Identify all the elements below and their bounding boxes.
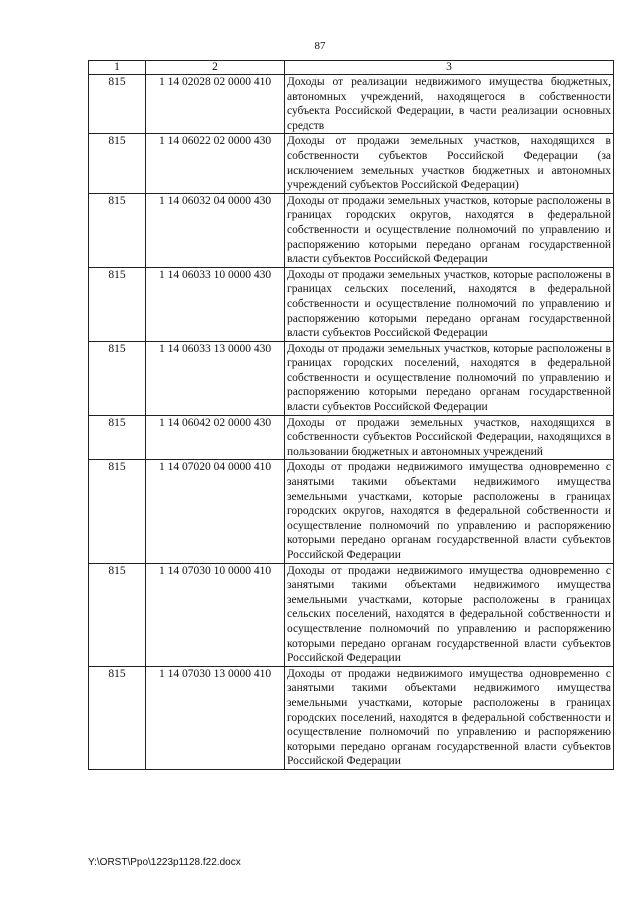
admin-code: 815 bbox=[89, 415, 146, 460]
revenue-codes-table bbox=[88, 60, 614, 770]
budget-classification-code: 1 14 07030 10 0000 410 bbox=[146, 563, 285, 666]
table-header-row bbox=[89, 61, 614, 75]
revenue-description: Доходы от продажи земельных участков, находящихся в собственности субъектов Российской Федерации, находящихся в пользовании бюджетных и автономных учреждений bbox=[285, 415, 614, 460]
budget-classification-code: 1 14 07030 13 0000 410 bbox=[146, 666, 285, 769]
admin-code: 815 bbox=[89, 193, 146, 267]
column-header-3: 3 bbox=[285, 61, 614, 75]
table-row bbox=[89, 75, 614, 134]
budget-classification-code: 1 14 07020 04 0000 410 bbox=[146, 460, 285, 563]
table-row bbox=[89, 460, 614, 563]
table-row bbox=[89, 193, 614, 267]
revenue-description: Доходы от продажи земельных участков, которые расположены в границах городских поселений, находятся в федеральной собственности и осуществление полномочий по управлению и распоряжению которыми передано органам государственной власти субъектов Российской Федерации bbox=[285, 341, 614, 415]
revenue-description: Доходы от продажи недвижимого имущества одновременно с занятыми такими объектами недвижимого имущества земельными участками, которые расположены в границах сельских поселений, находятся в федеральной собственности и осуществление полномочий по управлению и распоряжению которыми передано органам государственной власти субъектов Российской Федерации bbox=[285, 563, 614, 666]
budget-classification-code: 1 14 02028 02 0000 410 bbox=[146, 75, 285, 134]
revenue-description: Доходы от продажи земельных участков, которые расположены в границах городских округов, находятся в федеральной собственности и осуществление полномочий по управлению и распоряжению которыми передано органам государственной власти субъектов Российской Федерации bbox=[285, 193, 614, 267]
column-header-2: 2 bbox=[146, 61, 285, 75]
table-row bbox=[89, 563, 614, 666]
admin-code: 815 bbox=[89, 267, 146, 341]
admin-code: 815 bbox=[89, 563, 146, 666]
revenue-description: Доходы от продажи земельных участков, которые расположены в границах сельских поселений, находятся в федеральной собственности и осуществление полномочий по управлению и распоряжению которыми передано органам государственной власти субъектов Российской Федерации bbox=[285, 267, 614, 341]
admin-code: 815 bbox=[89, 134, 146, 193]
budget-classification-code: 1 14 06033 13 0000 430 bbox=[146, 341, 285, 415]
table-row bbox=[89, 134, 614, 193]
revenue-description: Доходы от реализации недвижимого имущества бюджетных, автономных учреждений, находящегося в собственности субъекта Российской Федерации, в части реализации основных средств bbox=[285, 75, 614, 134]
revenue-description: Доходы от продажи земельных участков, находящихся в собственности субъектов Российской Федерации (за исключением земельных участков бюджетных и автономных учреждений субъектов Российской Федерации) bbox=[285, 134, 614, 193]
table-row bbox=[89, 666, 614, 769]
budget-classification-code: 1 14 06033 10 0000 430 bbox=[146, 267, 285, 341]
table-row bbox=[89, 267, 614, 341]
revenue-description: Доходы от продажи недвижимого имущества одновременно с занятыми такими объектами недвижимого имущества земельными участками, которые расположены в границах городских поселений, находятся в федеральной собственности и осуществление полномочий по управлению и распоряжению которыми передано органам государственной власти субъектов Российской Федерации bbox=[285, 666, 614, 769]
table-row bbox=[89, 341, 614, 415]
budget-classification-code: 1 14 06022 02 0000 430 bbox=[146, 134, 285, 193]
budget-classification-code: 1 14 06042 02 0000 430 bbox=[146, 415, 285, 460]
admin-code: 815 bbox=[89, 75, 146, 134]
admin-code: 815 bbox=[89, 341, 146, 415]
budget-classification-code: 1 14 06032 04 0000 430 bbox=[146, 193, 285, 267]
admin-code: 815 bbox=[89, 666, 146, 769]
column-header-1: 1 bbox=[89, 61, 146, 75]
admin-code: 815 bbox=[89, 460, 146, 563]
page-number: 87 bbox=[314, 40, 326, 52]
revenue-description: Доходы от продажи недвижимого имущества одновременно с занятыми такими объектами недвижимого имущества земельными участками, которые расположены в границах городских округов, находятся в федеральной собственности и осуществление полномочий по управлению и распоряжению которыми передано органам государственной власти субъектов Российской Федерации bbox=[285, 460, 614, 563]
table-row bbox=[89, 415, 614, 460]
file-path-footer: Y:\ORST\Ppo\1223p1128.f22.docx bbox=[88, 857, 241, 868]
